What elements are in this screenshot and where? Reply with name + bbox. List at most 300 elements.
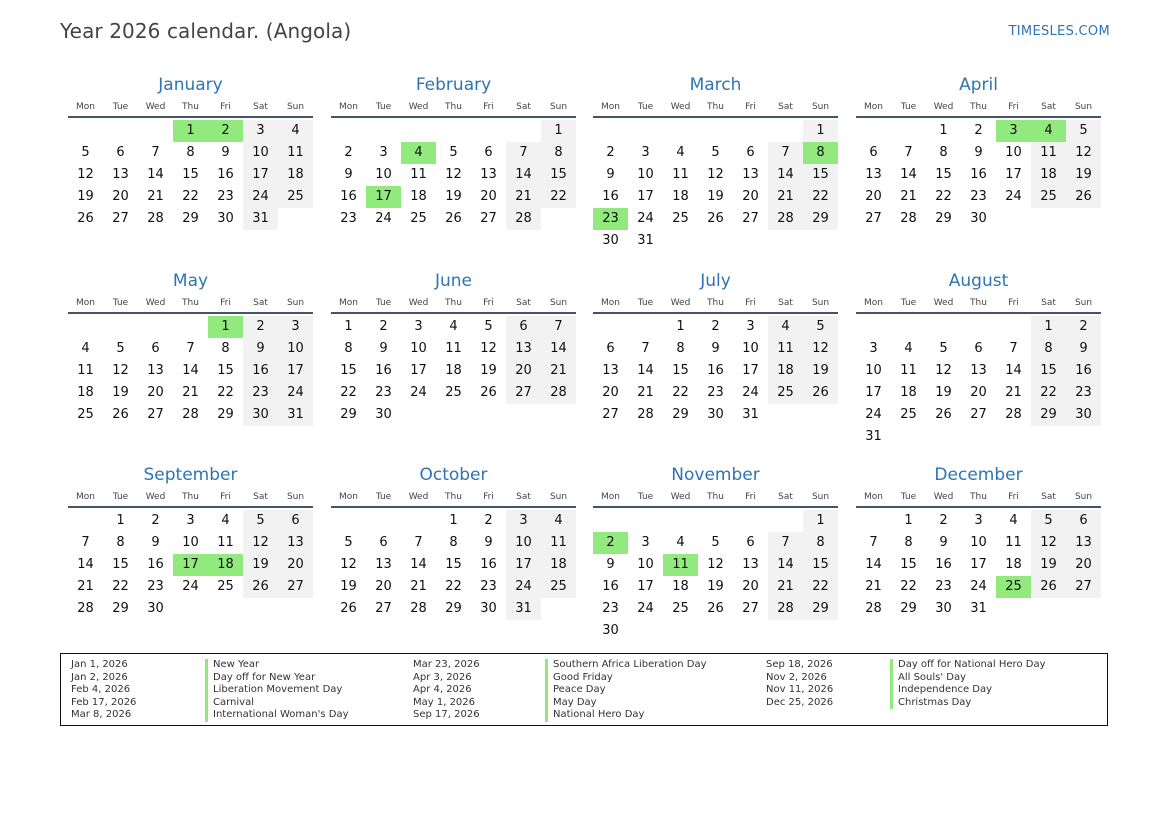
- day-cell: 10: [970, 535, 987, 550]
- month-title: September: [143, 465, 238, 485]
- day-cell: 8: [904, 535, 913, 550]
- day-cell: 19: [707, 189, 724, 204]
- weekday-label: Fri: [483, 492, 494, 502]
- day-cell: 8: [1031, 338, 1066, 360]
- day-cell: 30: [707, 407, 724, 422]
- month-june: [331, 270, 576, 426]
- day-cell: 16: [243, 360, 278, 382]
- day-cell: 24: [637, 211, 654, 226]
- day-cell: 15: [541, 164, 576, 186]
- day-cell: 3: [379, 145, 388, 160]
- weekday-label: Thu: [970, 492, 987, 502]
- empty-cell: [471, 120, 506, 142]
- day-cell: 6: [484, 145, 493, 160]
- day-cell: 4: [278, 120, 313, 142]
- month-february: [331, 74, 576, 230]
- weekday-label: Mon: [339, 492, 358, 502]
- weekday-label: Tue: [375, 102, 392, 112]
- day-cell: 27: [970, 407, 987, 422]
- day-cell: 1: [803, 120, 838, 142]
- day-cell: 17: [865, 385, 882, 400]
- day-cell: 14: [77, 557, 94, 572]
- day-cell: 3: [414, 319, 423, 334]
- day-cell: 3: [974, 513, 983, 528]
- day-cell: 12: [445, 167, 462, 182]
- day-cell: 21: [768, 576, 803, 598]
- day-cell: 7: [506, 142, 541, 164]
- day-cell: 22: [803, 186, 838, 208]
- day-cell: 3: [243, 120, 278, 142]
- holiday-date: Mar 23, 2026: [413, 659, 480, 670]
- day-cell: 26: [935, 407, 952, 422]
- day-cell: 13: [375, 557, 392, 572]
- day-cell: 21: [1005, 385, 1022, 400]
- day-cell: 13: [112, 167, 129, 182]
- day-cell: 19: [243, 554, 278, 576]
- empty-cell: [926, 316, 961, 338]
- day-cell: 5: [449, 145, 458, 160]
- day-grid: [68, 316, 313, 426]
- day-cell: 24: [865, 407, 882, 422]
- day-cell: 17: [1005, 167, 1022, 182]
- day-cell: 29: [217, 407, 234, 422]
- holiday-day-cell: 8: [803, 142, 838, 164]
- day-cell: 29: [900, 601, 917, 616]
- empty-cell: [628, 316, 663, 338]
- day-cell: 19: [1066, 164, 1101, 186]
- empty-cell: [593, 316, 628, 338]
- day-cell: 26: [243, 576, 278, 598]
- day-cell: 22: [900, 579, 917, 594]
- day-cell: 12: [803, 338, 838, 360]
- day-cell: 31: [278, 404, 313, 426]
- day-cell: 24: [410, 385, 427, 400]
- weekday-label: Sat: [1041, 102, 1056, 112]
- day-cell: 23: [147, 579, 164, 594]
- day-cell: 22: [1031, 382, 1066, 404]
- day-cell: 7: [1009, 341, 1018, 356]
- day-cell: 9: [221, 145, 230, 160]
- empty-cell: [768, 120, 803, 142]
- day-cell: 18: [672, 579, 689, 594]
- day-cell: 24: [1005, 189, 1022, 204]
- month-july: [593, 270, 838, 426]
- weekday-label: Tue: [112, 492, 129, 502]
- holiday-name: New Year: [205, 659, 349, 672]
- day-cell: 23: [243, 382, 278, 404]
- empty-cell: [698, 510, 733, 532]
- month-january: [68, 74, 313, 230]
- day-cell: 7: [186, 341, 195, 356]
- empty-cell: [68, 120, 103, 142]
- weekday-label: Fri: [745, 102, 756, 112]
- weekday-label: Sun: [286, 492, 305, 502]
- day-cell: 4: [449, 319, 458, 334]
- day-cell: 27: [278, 576, 313, 598]
- day-cell: 31: [742, 407, 759, 422]
- weekday-label: Wed: [408, 298, 429, 308]
- weekday-label: Sun: [1074, 298, 1093, 308]
- day-cell: 8: [221, 341, 230, 356]
- weekday-label: Mon: [76, 492, 95, 502]
- day-cell: 10: [742, 341, 759, 356]
- holiday-name: Day off for New Year: [205, 672, 349, 685]
- day-cell: 15: [182, 167, 199, 182]
- day-cell: 6: [746, 535, 755, 550]
- day-cell: 31: [243, 208, 278, 230]
- day-grid: [68, 120, 313, 230]
- holiday-list: [60, 653, 1108, 726]
- day-cell: 2: [151, 513, 160, 528]
- day-cell: 9: [243, 338, 278, 360]
- weekday-label: Tue: [637, 102, 654, 112]
- day-cell: 24: [742, 385, 759, 400]
- day-cell: 19: [803, 360, 838, 382]
- day-cell: 16: [375, 363, 392, 378]
- day-cell: 26: [445, 211, 462, 226]
- holiday-column-3-names: [890, 659, 1046, 709]
- day-grid: [331, 510, 576, 620]
- empty-cell: [856, 316, 891, 338]
- holiday-day-cell: 23: [593, 208, 628, 230]
- day-cell: 22: [935, 189, 952, 204]
- day-cell: 8: [449, 535, 458, 550]
- day-cell: 27: [480, 211, 497, 226]
- day-cell: 2: [379, 319, 388, 334]
- day-cell: 17: [742, 363, 759, 378]
- day-cell: 29: [112, 601, 129, 616]
- holiday-name: Independence Day: [890, 684, 1046, 697]
- day-cell: 23: [340, 211, 357, 226]
- day-cell: 15: [112, 557, 129, 572]
- day-grid: [856, 510, 1101, 620]
- weekday-label: Tue: [375, 492, 392, 502]
- weekday-label: Sun: [811, 102, 830, 112]
- day-cell: 4: [768, 316, 803, 338]
- day-cell: 31: [970, 601, 987, 616]
- day-cell: 10: [182, 535, 199, 550]
- day-cell: 7: [904, 145, 913, 160]
- holiday-day-cell: 25: [996, 576, 1031, 598]
- weekday-label: Thu: [445, 492, 462, 502]
- day-cell: 28: [768, 598, 803, 620]
- day-cell: 2: [344, 145, 353, 160]
- day-grid: [331, 316, 576, 426]
- day-cell: 11: [77, 363, 94, 378]
- day-cell: 6: [151, 341, 160, 356]
- empty-cell: [401, 510, 436, 532]
- day-cell: 13: [742, 167, 759, 182]
- weekday-label: Fri: [483, 298, 494, 308]
- day-cell: 3: [641, 535, 650, 550]
- day-cell: 10: [278, 338, 313, 360]
- empty-cell: [103, 316, 138, 338]
- weekday-label: Sat: [253, 492, 268, 502]
- weekday-label: Sun: [549, 298, 568, 308]
- weekday-label: Mon: [864, 298, 883, 308]
- weekday-label: Thu: [445, 102, 462, 112]
- weekday-header: [856, 294, 1101, 314]
- empty-cell: [68, 316, 103, 338]
- holiday-date: Feb 17, 2026: [71, 696, 137, 708]
- day-cell: 27: [865, 211, 882, 226]
- day-cell: 4: [81, 341, 90, 356]
- day-cell: 25: [900, 407, 917, 422]
- day-cell: 4: [904, 341, 913, 356]
- day-cell: 16: [480, 557, 497, 572]
- day-cell: 10: [1005, 145, 1022, 160]
- holiday-name: Liberation Movement Day: [205, 684, 349, 697]
- day-cell: 30: [243, 404, 278, 426]
- day-cell: 20: [602, 385, 619, 400]
- day-cell: 15: [803, 164, 838, 186]
- holiday-name: Day off for National Hero Day: [890, 659, 1046, 672]
- weekday-label: Thu: [182, 102, 199, 112]
- day-cell: 21: [541, 360, 576, 382]
- day-cell: 19: [935, 385, 952, 400]
- day-cell: 22: [112, 579, 129, 594]
- weekday-label: Sat: [516, 298, 531, 308]
- day-cell: 2: [606, 145, 615, 160]
- day-cell: 17: [506, 554, 541, 576]
- day-cell: 22: [445, 579, 462, 594]
- day-cell: 1: [449, 513, 458, 528]
- day-cell: 28: [541, 382, 576, 404]
- holiday-day-cell: 4: [401, 142, 436, 164]
- day-cell: 19: [480, 363, 497, 378]
- day-cell: 9: [344, 167, 353, 182]
- day-cell: 27: [112, 211, 129, 226]
- month-title: June: [434, 271, 473, 291]
- holiday-day-cell: 4: [1031, 120, 1066, 142]
- day-cell: 29: [672, 407, 689, 422]
- weekday-label: Fri: [1008, 298, 1019, 308]
- day-cell: 23: [217, 189, 234, 204]
- day-cell: 11: [278, 142, 313, 164]
- day-cell: 31: [865, 429, 882, 444]
- day-cell: 20: [480, 189, 497, 204]
- weekday-label: Wed: [933, 102, 954, 112]
- day-grid: [593, 120, 838, 252]
- weekday-label: Tue: [637, 492, 654, 502]
- day-cell: 14: [506, 164, 541, 186]
- day-cell: 8: [186, 145, 195, 160]
- day-grid: [593, 510, 838, 642]
- day-cell: 21: [768, 186, 803, 208]
- day-cell: 24: [278, 382, 313, 404]
- page-title: Year 2026 calendar. (Angola): [60, 19, 352, 43]
- month-may: [68, 270, 313, 426]
- day-cell: 25: [1031, 186, 1066, 208]
- day-cell: 28: [147, 211, 164, 226]
- day-cell: 10: [865, 363, 882, 378]
- day-cell: 9: [151, 535, 160, 550]
- day-cell: 9: [711, 341, 720, 356]
- holiday-date: Apr 4, 2026: [413, 684, 472, 696]
- day-cell: 12: [1031, 532, 1066, 554]
- day-cell: 15: [217, 363, 234, 378]
- day-cell: 31: [506, 598, 541, 620]
- day-cell: 3: [278, 316, 313, 338]
- day-cell: 16: [1066, 360, 1101, 382]
- weekday-label: Wed: [933, 492, 954, 502]
- empty-cell: [331, 510, 366, 532]
- month-title: November: [671, 465, 760, 485]
- day-cell: 16: [147, 557, 164, 572]
- day-cell: 30: [602, 233, 619, 248]
- day-cell: 6: [379, 535, 388, 550]
- day-cell: 8: [541, 142, 576, 164]
- day-cell: 22: [182, 189, 199, 204]
- day-cell: 28: [637, 407, 654, 422]
- weekday-header: [68, 488, 313, 508]
- day-cell: 23: [375, 385, 392, 400]
- day-cell: 17: [637, 189, 654, 204]
- day-cell: 14: [637, 363, 654, 378]
- day-cell: 27: [742, 211, 759, 226]
- day-cell: 5: [1066, 120, 1101, 142]
- day-cell: 6: [974, 341, 983, 356]
- month-august: [856, 270, 1101, 448]
- day-cell: 30: [147, 601, 164, 616]
- weekday-label: Tue: [900, 298, 917, 308]
- day-cell: 8: [676, 341, 685, 356]
- day-cell: 21: [77, 579, 94, 594]
- empty-cell: [733, 120, 768, 142]
- day-cell: 29: [445, 601, 462, 616]
- day-cell: 29: [182, 211, 199, 226]
- day-cell: 13: [480, 167, 497, 182]
- day-cell: 6: [1066, 510, 1101, 532]
- day-cell: 31: [637, 233, 654, 248]
- day-cell: 13: [865, 167, 882, 182]
- weekday-label: Thu: [707, 102, 724, 112]
- day-cell: 7: [768, 142, 803, 164]
- month-march: [593, 74, 838, 252]
- day-cell: 25: [77, 407, 94, 422]
- day-cell: 8: [116, 535, 125, 550]
- day-cell: 25: [672, 211, 689, 226]
- day-cell: 4: [221, 513, 230, 528]
- day-cell: 24: [506, 576, 541, 598]
- day-cell: 25: [541, 576, 576, 598]
- holiday-name: International Woman's Day: [205, 709, 349, 722]
- day-cell: 22: [217, 385, 234, 400]
- day-cell: 26: [1066, 186, 1101, 208]
- day-grid: [68, 510, 313, 620]
- weekday-label: Mon: [601, 492, 620, 502]
- holiday-column-1-dates: [71, 659, 136, 722]
- empty-cell: [366, 510, 401, 532]
- weekday-label: Fri: [745, 298, 756, 308]
- day-cell: 14: [1005, 363, 1022, 378]
- empty-cell: [506, 120, 541, 142]
- day-cell: 28: [410, 601, 427, 616]
- day-cell: 25: [445, 385, 462, 400]
- day-cell: 20: [865, 189, 882, 204]
- day-cell: 20: [742, 579, 759, 594]
- day-cell: 4: [676, 535, 685, 550]
- day-cell: 10: [410, 341, 427, 356]
- weekday-label: Wed: [145, 102, 166, 112]
- weekday-label: Sat: [516, 492, 531, 502]
- day-cell: 5: [939, 341, 948, 356]
- day-cell: 17: [637, 579, 654, 594]
- day-cell: 30: [935, 601, 952, 616]
- day-cell: 11: [1031, 142, 1066, 164]
- day-cell: 28: [506, 208, 541, 230]
- holiday-column-1-names: [205, 659, 349, 722]
- day-cell: 12: [707, 167, 724, 182]
- day-cell: 28: [768, 208, 803, 230]
- empty-cell: [331, 120, 366, 142]
- day-cell: 30: [1066, 404, 1101, 426]
- empty-cell: [173, 316, 208, 338]
- weekday-label: Tue: [900, 102, 917, 112]
- day-cell: 7: [414, 535, 423, 550]
- empty-cell: [768, 510, 803, 532]
- day-cell: 12: [1066, 142, 1101, 164]
- weekday-header: [856, 488, 1101, 508]
- holiday-name: May Day: [545, 697, 707, 710]
- day-cell: 26: [77, 211, 94, 226]
- day-cell: 6: [606, 341, 615, 356]
- empty-cell: [961, 316, 996, 338]
- day-cell: 28: [865, 601, 882, 616]
- weekday-label: Wed: [670, 102, 691, 112]
- weekday-label: Tue: [637, 298, 654, 308]
- day-cell: 7: [541, 316, 576, 338]
- day-cell: 18: [278, 164, 313, 186]
- month-april: [856, 74, 1101, 230]
- weekday-label: Thu: [182, 298, 199, 308]
- day-cell: 19: [340, 579, 357, 594]
- weekday-label: Mon: [76, 102, 95, 112]
- holiday-day-cell: 3: [996, 120, 1031, 142]
- day-cell: 25: [410, 211, 427, 226]
- day-cell: 5: [711, 145, 720, 160]
- holiday-day-cell: 2: [593, 532, 628, 554]
- month-november: [593, 464, 838, 642]
- day-cell: 2: [243, 316, 278, 338]
- day-cell: 26: [803, 382, 838, 404]
- day-cell: 27: [602, 407, 619, 422]
- day-cell: 9: [484, 535, 493, 550]
- holiday-name: Peace Day: [545, 684, 707, 697]
- holiday-column-2-names: [545, 659, 707, 722]
- day-cell: 16: [970, 167, 987, 182]
- day-cell: 11: [541, 532, 576, 554]
- day-cell: 17: [410, 363, 427, 378]
- empty-cell: [103, 120, 138, 142]
- day-cell: 3: [746, 319, 755, 334]
- day-cell: 29: [340, 407, 357, 422]
- empty-cell: [68, 510, 103, 532]
- day-cell: 18: [1005, 557, 1022, 572]
- weekday-label: Wed: [408, 102, 429, 112]
- day-cell: 1: [803, 510, 838, 532]
- brand-link[interactable]: TIMESLES.COM: [1008, 24, 1110, 39]
- weekday-label: Wed: [670, 298, 691, 308]
- holiday-day-cell: 1: [208, 316, 243, 338]
- day-cell: 19: [445, 189, 462, 204]
- day-cell: 11: [410, 167, 427, 182]
- day-cell: 20: [375, 579, 392, 594]
- day-cell: 9: [379, 341, 388, 356]
- weekday-header: [68, 98, 313, 118]
- day-cell: 16: [935, 557, 952, 572]
- holiday-name: National Hero Day: [545, 709, 707, 722]
